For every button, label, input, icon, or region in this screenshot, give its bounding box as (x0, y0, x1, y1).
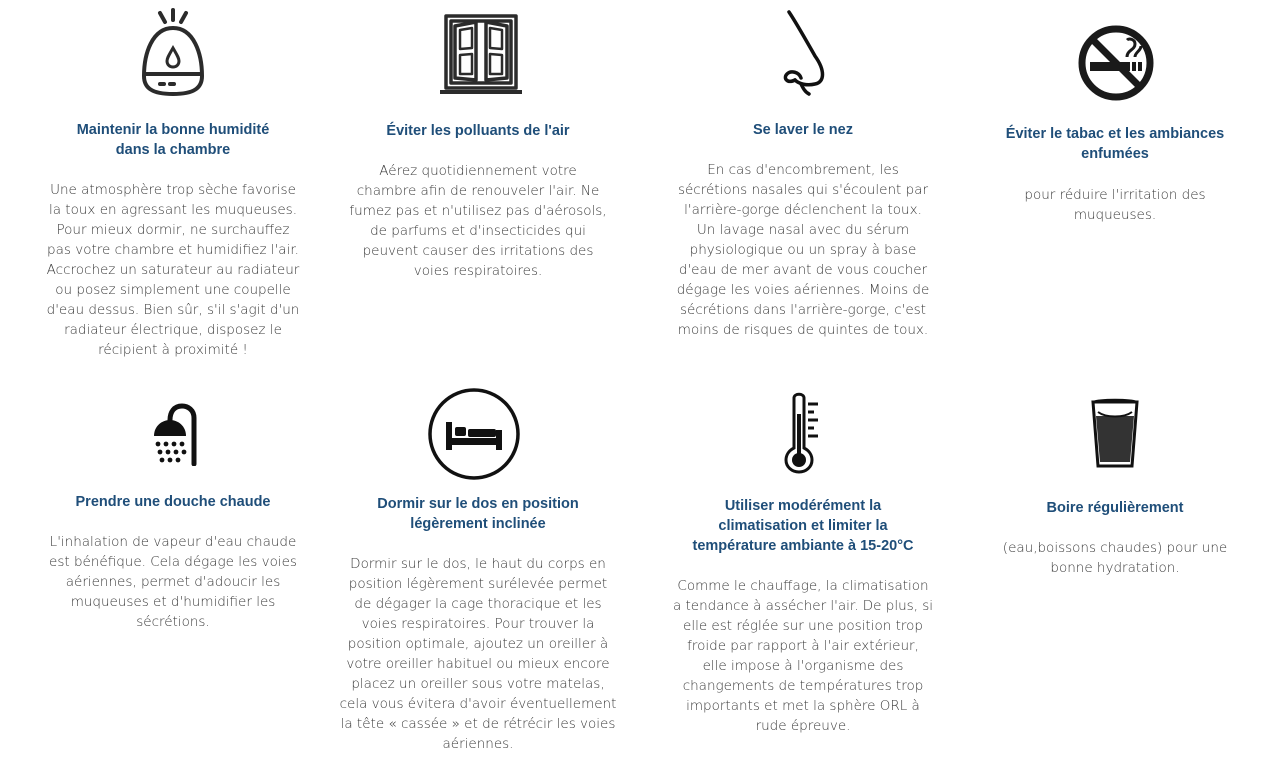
water-glass-icon (1090, 398, 1140, 470)
tip-title: Utiliser modérément la climatisation et limiter la température ambiante à 15-20°C (692, 498, 914, 554)
tip-text: Dormir sur le dos, le haut du corps en position légèrement surélevée permet de dégager la cage thoracique et les voies respiratoires. Pour trouver la position optimale, ajoutez un oreiller à votre oreiller habituel ou mieux encore placez un oreiller sous votre matelas, cela vous évitera d'avoir éventuellement la tête « cassée » et de rétrécir les voies aériennes. (339, 556, 617, 752)
tip-title: Éviter les polluants de l'air (386, 123, 570, 139)
tip-text: Une atmosphère trop sèche favorise la toux en agressant les muqueuses. Pour mieux dormir, ne surchauffez pas votre chambre et humidifiez l'air. Accrochez un saturateur au radiateur ou posez simplement une coupelle d'eau dessus. Bien sûr, s'il s'agit d'un radiateur électrique, disposez le récipient à proximité ! (46, 182, 300, 358)
tip-card-sleep (338, 380, 618, 765)
nose-icon (773, 8, 833, 96)
thermometer-icon (784, 390, 824, 474)
tip-title: Éviter le tabac et les ambiances enfumées (1005, 126, 1225, 162)
tip-title: Se laver le nez (753, 122, 853, 138)
window-icon (438, 12, 524, 96)
tip-card-aircon (668, 380, 938, 750)
tip-card-nose (668, 0, 938, 370)
tip-title: Maintenir la bonne humidité dans la chambre (76, 122, 270, 158)
tip-text: pour réduire l'irritation des muqueuses. (1024, 187, 1206, 223)
tip-card-shower (38, 380, 308, 660)
tip-title: Boire régulièrement (1046, 500, 1184, 516)
no-smoking-icon (1077, 24, 1155, 102)
tip-title: Prendre une douche chaude (75, 494, 271, 510)
tip-text: Comme le chauffage, la climatisation a tendance à assécher l'air. De plus, si elle est réglée sur une position trop froide par rapport à l'air extérieur, elle impose à l'organisme des changements de températures trop importants et met la sphère ORL à rude épreuve. (672, 578, 934, 734)
tip-card-drink (985, 380, 1245, 660)
tip-text: (eau,boissons chaudes) pour une bonne hydratation. (1002, 540, 1228, 576)
tip-title: Dormir sur le dos en position légèrement inclinée (377, 496, 579, 532)
bed-icon (426, 386, 522, 482)
tip-card-humidity (38, 0, 308, 370)
shower-icon (148, 400, 204, 466)
tip-text: En cas d'encombrement, les sécrétions nasales qui s'écoulent par l'arrière-gorge déclenchent la toux. Un lavage nasal avec du sérum physiologique ou un spray à base d'eau de mer avant de vous coucher dégage les voies aériennes. Moins de sécrétions dans l'arrière-gorge, c'est moins de risques de quintes de toux. (676, 162, 930, 338)
tip-text: Aérez quotidiennement votre chambre afin de renouveler l'air. Ne fumez pas et n'utilisez pas d'aérosols, de parfums et d'insecticides qui peuvent causer des irritations des voies respiratoires. (349, 163, 607, 279)
humidifier-icon (138, 6, 208, 98)
tip-card-pollutants (338, 0, 618, 370)
tip-card-tobacco (985, 0, 1245, 370)
tip-text: L'inhalation de vapeur d'eau chaude est bénéfique. Cela dégage les voies aériennes, permet d'adoucir les muqueuses et d'humidifier les sécrétions. (49, 534, 297, 630)
